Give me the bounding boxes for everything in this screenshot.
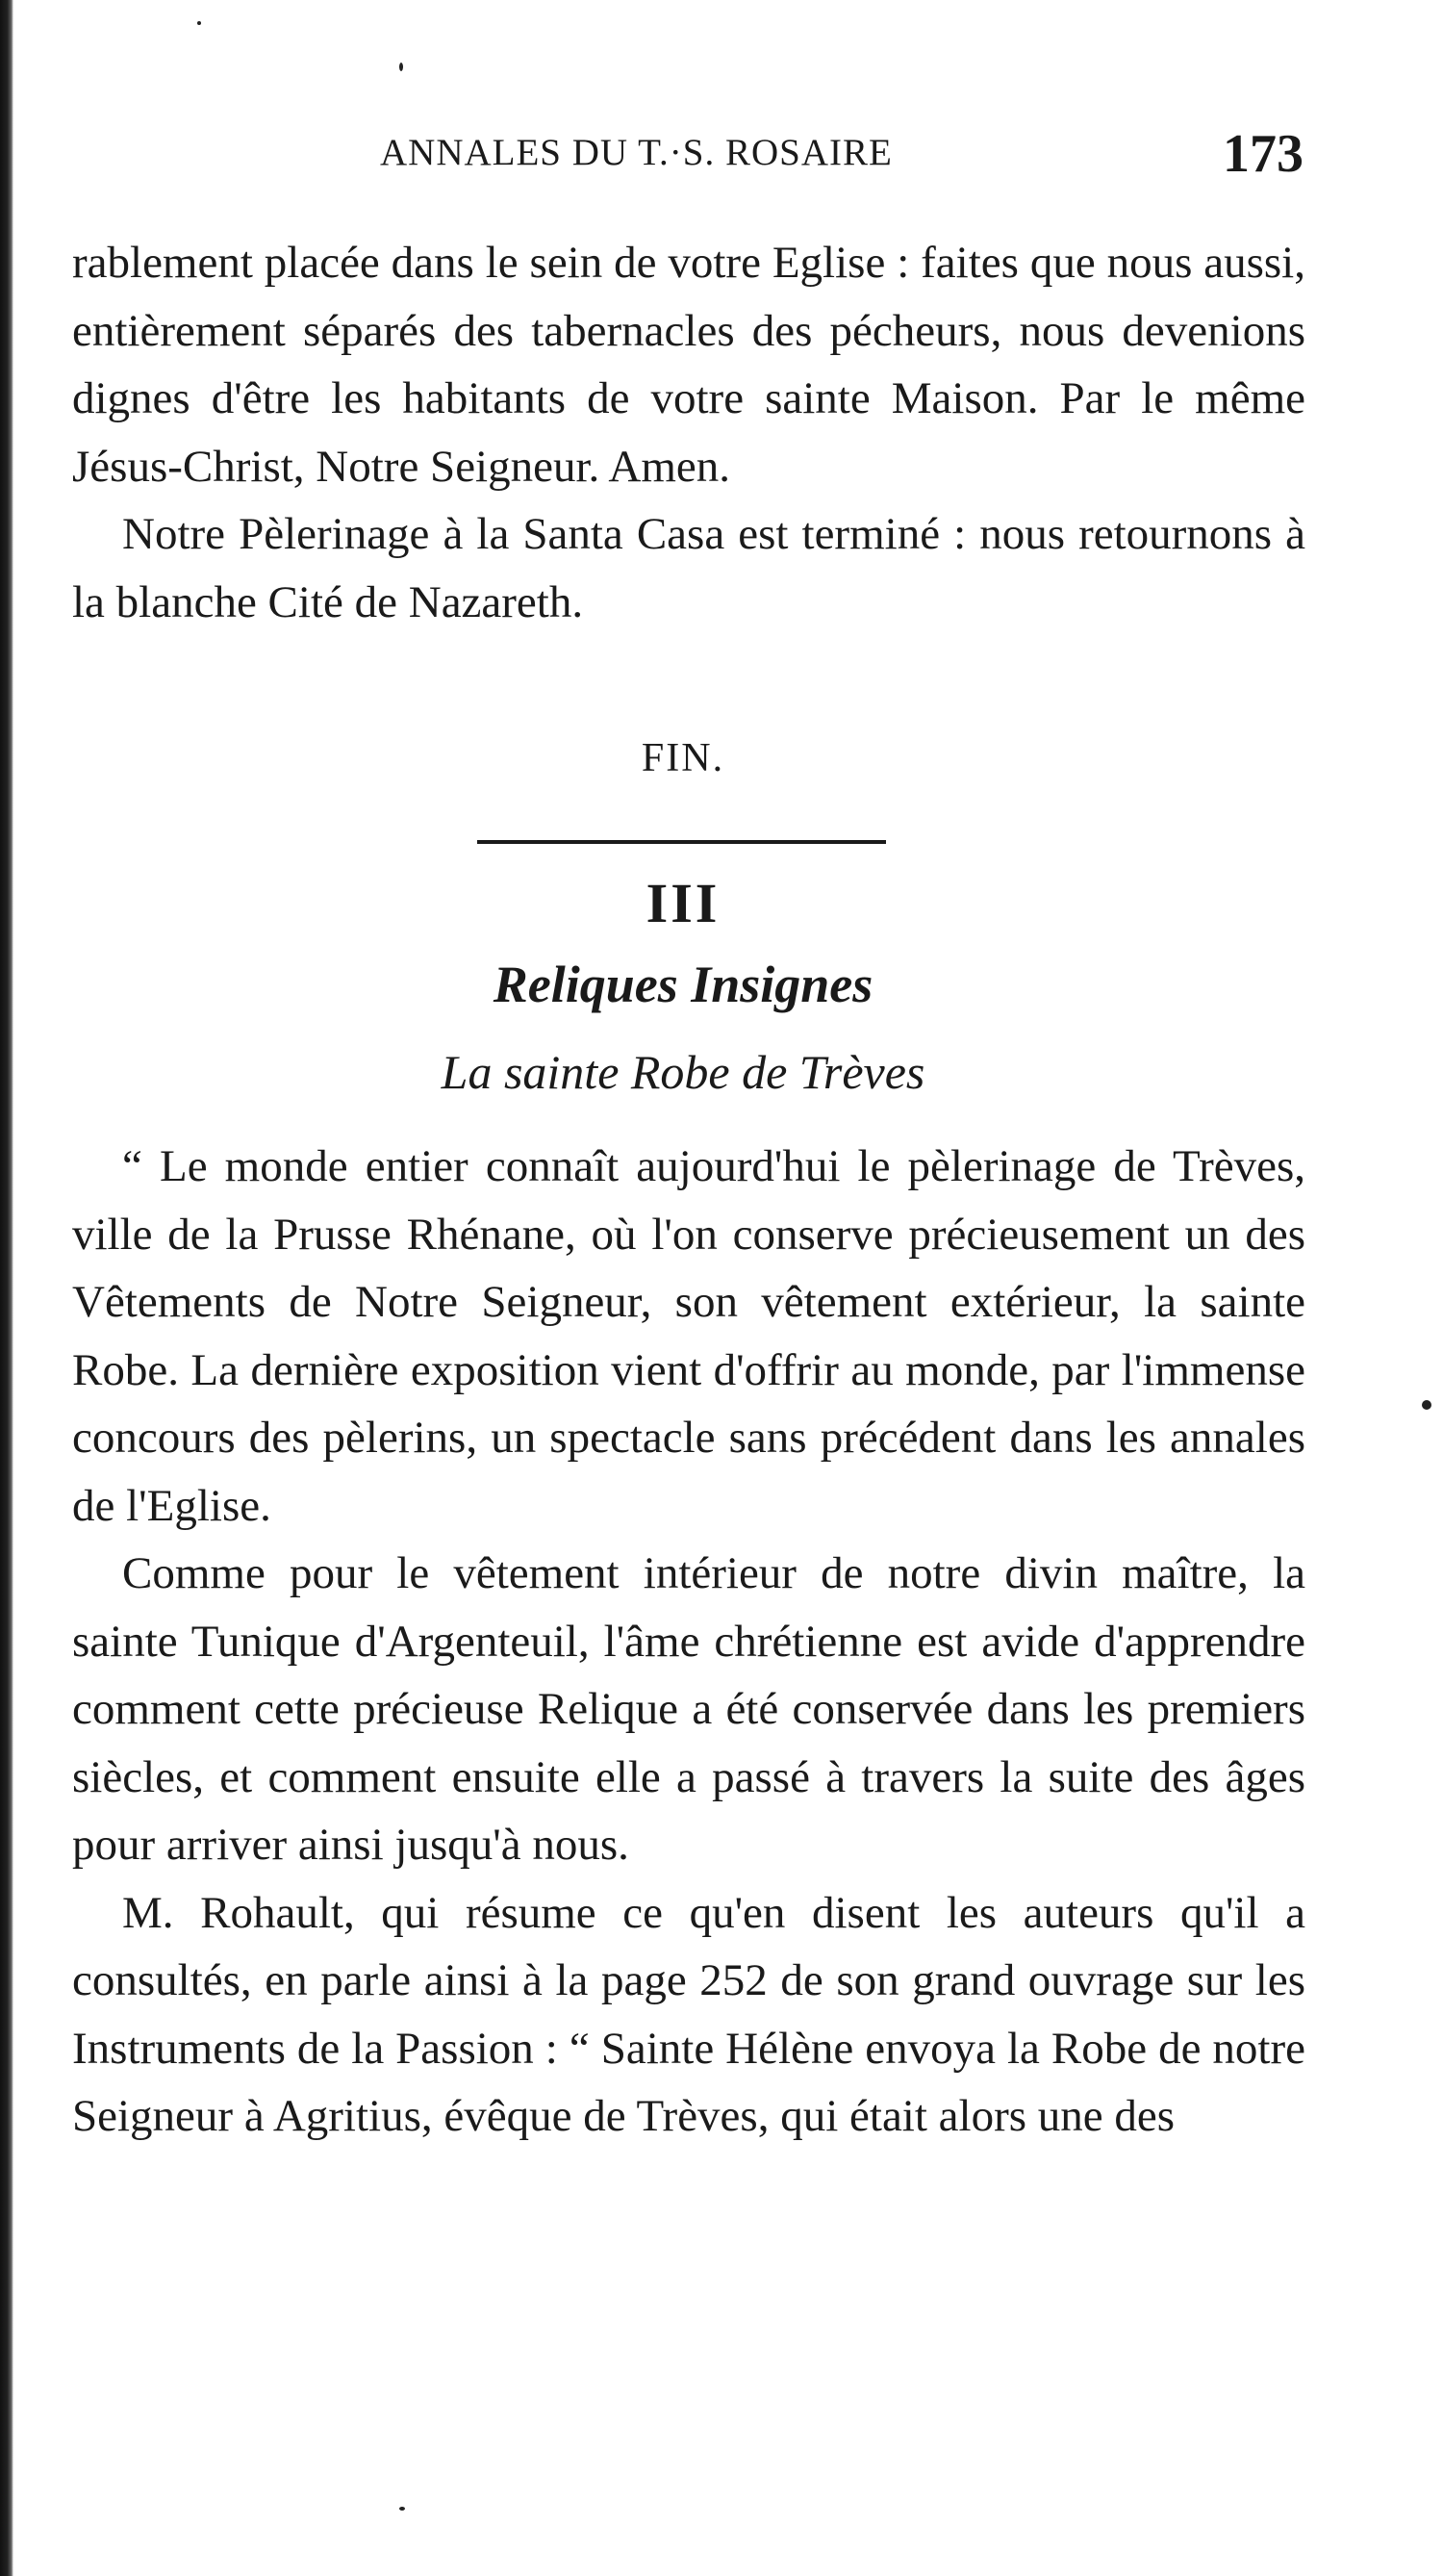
paragraph: Comme pour le vêtement intérieur de notre divin maître, la sainte Tunique d'Argenteuil, l'âme chrétienne est avide d'apprendre comment cette précieuse Relique a été conservée dans les premiers siècles, et comment ensuite elle a passé à travers la suite des âges pour arriver ainsi jusqu'à nous.: [72, 1548, 1305, 1870]
ink-speck: [1422, 1400, 1431, 1410]
paragraph: M. Rohault, qui résume ce qu'en disent les auteurs qu'il a consultés, en parle ainsi à la page 252 de son grand ouvrage sur les Instruments de la Passion : “ Sainte Hélène envoya la Robe de notre Seigneur à Agritius, évêque de Trèves, qui était alors une des: [72, 1887, 1305, 2141]
section-divider: [477, 840, 886, 844]
closing-text: [72, 229, 1305, 636]
section-subtitle: La sainte Robe de Trèves: [441, 1045, 925, 1099]
ink-speck: [399, 2507, 405, 2511]
paragraph: “ Le monde entier connaît aujourd'hui le pèlerinage de Trèves, ville de la Prusse Rhénane, où l'on conserve précieusement un des Vêtements de Notre Seigneur, son vêtement extérieur, la sainte Robe. La dernière exposition vient d'offrir au monde, par l'immense concours des pèlerins, un spectacle sans précédent dans les annales de l'Eglise.: [72, 1141, 1305, 1531]
paragraph: Notre Pèlerinage à la Santa Casa est terminé : nous retournons à la blanche Cité de Nazareth.: [72, 509, 1305, 627]
section-number: III: [646, 872, 721, 934]
section-title: Reliques Insignes: [493, 956, 873, 1013]
paragraph: rablement placée dans le sein de votre Eglise : faites que nous aussi, entièrement séparés des tabernacles des pécheurs, nous devenions dignes d'être les habitants de votre sainte Maison. Par le même Jésus-Christ, Notre Seigneur. Amen.: [72, 238, 1305, 492]
page-header: [380, 123, 1304, 191]
page-binding-edge: [0, 0, 13, 2576]
ink-speck: [197, 21, 201, 25]
end-mark: FIN.: [641, 736, 725, 780]
section-text: [72, 1133, 1305, 2151]
ink-speck: [399, 63, 403, 71]
running-head: ANNALES DU T.·S. ROSAIRE: [380, 132, 893, 173]
page-number: 173: [1223, 124, 1304, 184]
